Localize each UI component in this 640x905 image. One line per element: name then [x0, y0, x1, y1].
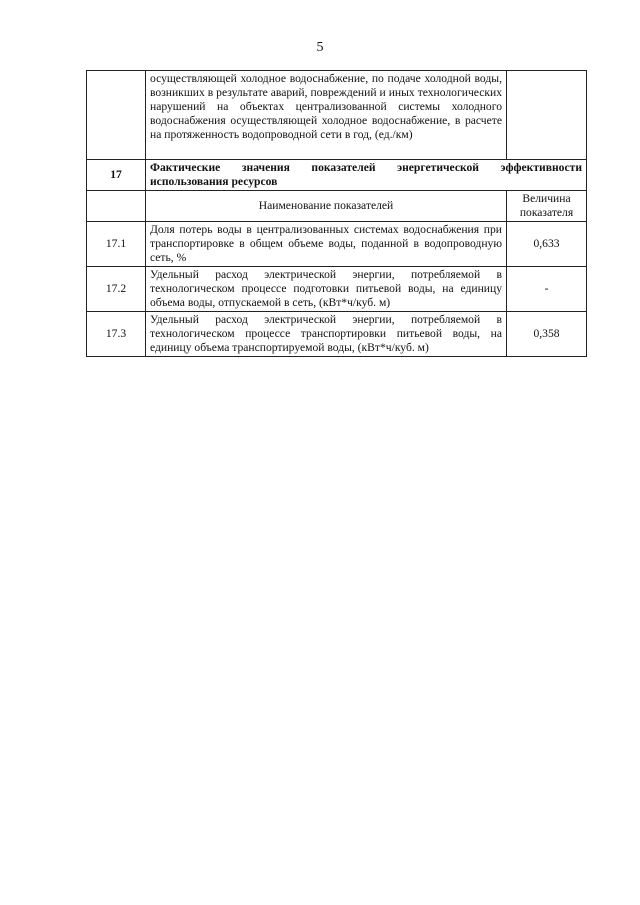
- row-number: 17.2: [87, 267, 146, 312]
- row-number: 17.1: [87, 222, 146, 267]
- row-number: 17.3: [87, 312, 146, 357]
- table-row: [87, 222, 587, 267]
- row-name: Доля потерь воды в централизованных системах водоснабжения при транспортировке в общем объеме воды, поданной в водопроводную сеть, %: [146, 222, 507, 267]
- row-value: -: [507, 267, 587, 312]
- section-row: [87, 160, 587, 191]
- row-value: 0,633: [507, 222, 587, 267]
- section-number: 17: [87, 160, 146, 191]
- row-value: 0,358: [507, 312, 587, 357]
- continuation-text: осуществляющей холодное водоснабжение, по подаче холодной воды, возникших в результате аварий, повреждений и иных технологических нарушений на объектах централизованной системы холодного водоснабжения осуществляющей холодное водоснабжение, в расчете на протяженность водопроводной сети в год, (ед./км): [146, 71, 507, 160]
- header-name: Наименование показателей: [146, 191, 507, 222]
- page-number: 5: [316, 40, 324, 55]
- table-row-continuation: [87, 71, 587, 160]
- table-row: [87, 312, 587, 357]
- header-value: Величина показателя: [507, 191, 587, 222]
- table-row: [87, 267, 587, 312]
- row-name: Удельный расход электрической энергии, потребляемой в технологическом процессе транспортировки питьевой воды, на единицу объема транспортируемой воды, (кВт*ч/куб. м): [146, 312, 507, 357]
- section-title: Фактические значения показателей энергетической эффективности использования ресурсов: [146, 160, 587, 191]
- cell-empty-value: [507, 71, 587, 160]
- header-row: [87, 191, 587, 222]
- cell-empty-num: [87, 71, 146, 160]
- header-empty-num: [87, 191, 146, 222]
- row-name: Удельный расход электрической энергии, потребляемой в технологическом процессе подготовки питьевой воды, на единицу объема воды, отпускаемой в сеть, (кВт*ч/куб. м): [146, 267, 507, 312]
- indicators-table: [86, 70, 587, 357]
